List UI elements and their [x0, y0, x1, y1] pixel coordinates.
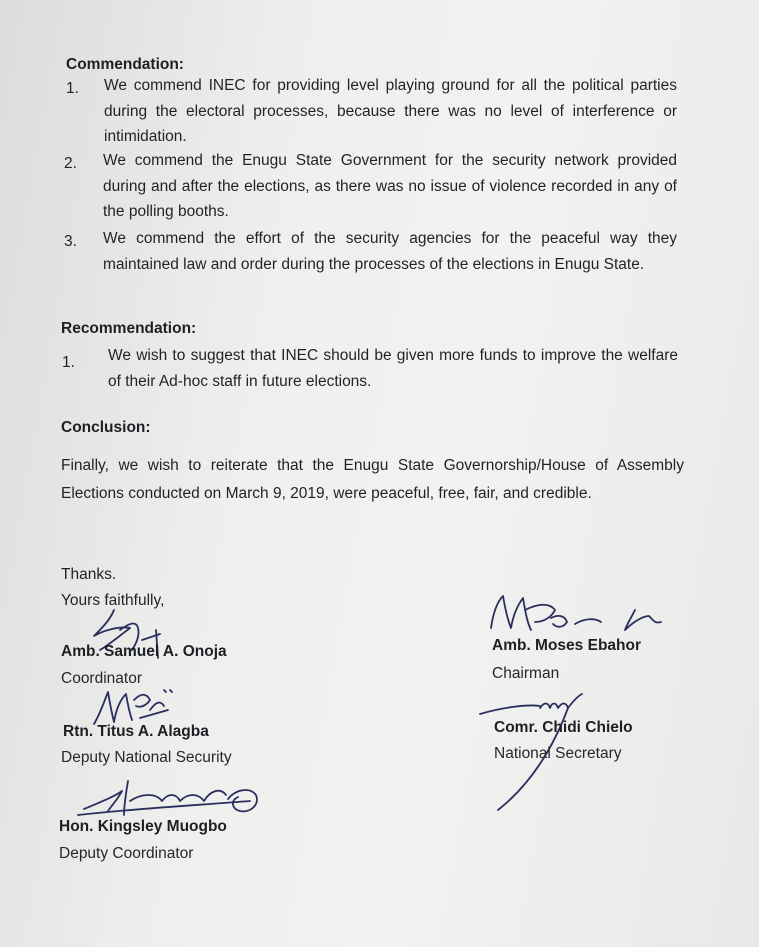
- recommendation-item-1-number: 1.: [62, 354, 75, 371]
- commendation-item-2-number: 2.: [64, 155, 77, 172]
- signatory-3-name: Rtn. Titus A. Alagba: [63, 723, 209, 740]
- thanks-text: Thanks.: [61, 566, 117, 583]
- yours-faithfully-text: Yours faithfully,: [61, 592, 165, 609]
- signatory-1-name: Amb. Samuel A. Onoja: [61, 643, 227, 660]
- commendation-item-2-text: We commend the Enugu State Government for the security network provided during and after the elections, as there was no issue of violence recorded in any of the polling booths.: [103, 152, 677, 220]
- signatory-3-title: Deputy National Security: [61, 749, 232, 766]
- signatory-5-title: Deputy Coordinator: [59, 845, 194, 862]
- signatory-1-title: Coordinator: [61, 670, 142, 687]
- conclusion-text: Finally, we wish to reiterate that the Enugu State Governorship/House of Assembly Elections conducted on March 9, 2019, were peaceful, free, fair, and credible.: [61, 457, 684, 502]
- commendation-item-3-text: We commend the effort of the security agencies for the peaceful way they maintained law and order during the processes of the elections in Enugu State.: [103, 230, 677, 273]
- signatory-2-name: Amb. Moses Ebahor: [492, 637, 641, 654]
- recommendation-item-1-text: We wish to suggest that INEC should be given more funds to improve the welfare of their Ad-hoc staff in future elections.: [108, 347, 678, 390]
- conclusion-heading: Conclusion:: [61, 419, 151, 436]
- commendation-heading: Commendation:: [66, 56, 184, 73]
- signatory-4-name: Comr. Chidi Chielo: [494, 719, 633, 736]
- signatory-4-title: National Secretary: [494, 745, 622, 762]
- commendation-item-3-number: 3.: [64, 233, 77, 250]
- recommendation-heading: Recommendation:: [61, 320, 197, 337]
- signatory-2-title: Chairman: [492, 665, 560, 682]
- signatory-5-name: Hon. Kingsley Muogbo: [59, 818, 227, 835]
- commendation-item-1-text: We commend INEC for providing level playing ground for all the political parties during the electoral processes, because there was no level of interference or intimidation.: [104, 77, 677, 145]
- commendation-item-1-number: 1.: [66, 80, 79, 97]
